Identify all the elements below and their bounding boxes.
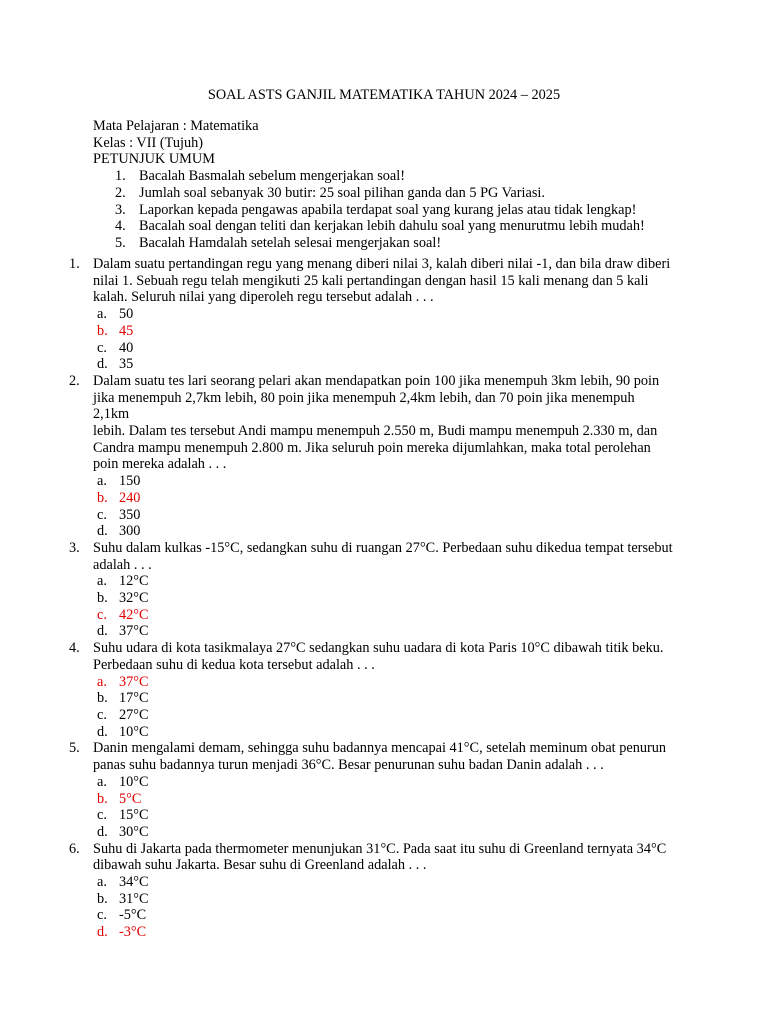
answer-option-correct	[93, 924, 673, 941]
option-letter: a.	[97, 473, 107, 490]
option-letter: c.	[97, 706, 107, 723]
option-text: 10°C	[119, 723, 149, 740]
instruction-text: Bacalah Basmalah sebelum mengerjakan soal!	[139, 168, 405, 185]
answer-option-correct	[93, 323, 673, 340]
answer-option	[93, 724, 673, 741]
instruction-text: Bacalah soal dengan teliti dan kerjakan lebih dahulu soal yang menurutmu lebih mudah!	[139, 218, 645, 235]
instruction-item	[93, 185, 693, 202]
option-letter: a.	[97, 673, 107, 690]
answer-option	[93, 340, 673, 357]
option-text: 37°C	[119, 673, 149, 690]
instruction-number: 3.	[115, 201, 126, 218]
instruction-number: 4.	[115, 218, 126, 235]
option-letter: c.	[97, 807, 107, 824]
option-letter: a.	[97, 573, 107, 590]
answer-option	[93, 306, 673, 323]
option-text: 240	[119, 489, 141, 506]
option-letter: d.	[97, 356, 108, 373]
option-text: 300	[119, 523, 141, 540]
instructions-list	[93, 168, 693, 252]
grade-line: Kelas : VII (Tujuh)	[93, 134, 204, 151]
question-item	[0, 256, 768, 373]
questions-list	[0, 256, 768, 941]
exam-header	[93, 118, 693, 252]
question-number: 5.	[69, 740, 80, 757]
option-text: 40	[119, 339, 134, 356]
option-letter: a.	[97, 773, 107, 790]
option-letter: b.	[97, 322, 108, 339]
option-text: 31°C	[119, 890, 149, 907]
question-number: 2.	[69, 372, 80, 389]
answer-option	[93, 590, 673, 607]
question-item	[0, 841, 768, 941]
question-text: Suhu dalam kulkas -15°C, sedangkan suhu di ruangan 27°C. Perbedaan suhu dikedua tempat tersebut adalah . . .	[93, 539, 673, 573]
question-number: 4.	[69, 640, 80, 657]
option-text: 34°C	[119, 874, 149, 891]
answer-option-correct	[93, 490, 673, 507]
option-text: 32°C	[119, 590, 149, 607]
option-text: 50	[119, 306, 134, 323]
answer-option	[93, 824, 673, 841]
answer-option-correct	[93, 607, 673, 624]
option-text: 27°C	[119, 706, 149, 723]
option-letter: c.	[97, 339, 107, 356]
instruction-text: Jumlah soal sebanyak 30 butir: 25 soal pilihan ganda dan 5 PG Variasi.	[139, 184, 545, 201]
answer-option	[93, 507, 673, 524]
answer-option	[93, 907, 673, 924]
option-letter: a.	[97, 874, 107, 891]
question-number: 1.	[69, 256, 80, 272]
question-item	[0, 740, 768, 840]
instruction-number: 1.	[115, 168, 126, 185]
answer-option	[93, 690, 673, 707]
question-item	[0, 540, 768, 640]
option-letter: b.	[97, 590, 108, 607]
question-number: 6.	[69, 840, 80, 857]
answer-option	[93, 891, 673, 908]
option-letter: b.	[97, 790, 108, 807]
option-letter: c.	[97, 606, 107, 623]
instruction-text: Laporkan kepada pengawas apabila terdapat soal yang kurang jelas atau tidak lengkap!	[139, 201, 637, 218]
question-text: Dalam suatu tes lari seorang pelari akan mendapatkan poin 100 jika menempuh 3km lebih, 90 poin jika menempuh 2,7km lebih, 80 poin jika menempuh 2,4km lebih, dan 70 poin jika menempuh 2,1km lebih. Dalam tes tersebut Andi mampu menempuh 2.550 m, Budi mampu menempuh 2.330 m, dan Candra mampu menempuh 2.800 m. Jika seluruh poin mereka dijumlahkan, maka total perolehan poin mereka adalah . . .	[93, 372, 660, 473]
option-text: 12°C	[119, 573, 149, 590]
answer-option	[93, 523, 673, 540]
option-letter: c.	[97, 506, 107, 523]
instructions-title: PETUNJUK UMUM	[93, 151, 215, 168]
option-text: 30°C	[119, 823, 149, 840]
option-letter: d.	[97, 823, 108, 840]
option-text: 42°C	[119, 606, 149, 623]
question-text: Suhu udara di kota tasikmalaya 27°C sedangkan suhu uadara di kota Paris 10°C dibawah titik beku. Perbedaan suhu di kedua kota tersebut adalah . . .	[93, 640, 664, 673]
instruction-item	[93, 235, 693, 252]
option-letter: b.	[97, 690, 108, 707]
option-text: 350	[119, 506, 141, 523]
instruction-text: Bacalah Hamdalah setelah selesai mengerjakan soal!	[139, 234, 442, 251]
option-letter: b.	[97, 890, 108, 907]
document-title: SOAL ASTS GANJIL MATEMATIKA TAHUN 2024 – 2025	[207, 87, 561, 103]
option-text: 5°C	[119, 790, 142, 807]
option-letter: d.	[97, 523, 108, 540]
option-letter: a.	[97, 306, 107, 323]
option-text: 15°C	[119, 807, 149, 824]
answer-option	[93, 573, 673, 590]
option-letter: c.	[97, 907, 107, 924]
subject-line: Mata Pelajaran : Matematika	[93, 118, 259, 134]
option-text: -3°C	[119, 924, 147, 941]
question-item	[0, 640, 768, 740]
instruction-item	[93, 218, 693, 235]
answer-option	[93, 707, 673, 724]
answer-option	[93, 874, 673, 891]
question-text: Dalam suatu pertandingan regu yang menang diberi nilai 3, kalah diberi nilai -1, dan bila draw diberi nilai 1. Sebuah regu telah mengikuti 25 kali pertandingan dengan hasil 15 kali menang dan 5 kali kalah. Seluruh nilai yang diperoleh regu tersebut adalah . . .	[93, 256, 671, 306]
question-item	[0, 373, 768, 540]
option-text: 10°C	[119, 773, 149, 790]
option-text: 150	[119, 473, 141, 490]
answer-option	[93, 774, 673, 791]
option-text: 35	[119, 356, 134, 373]
answer-option	[93, 623, 673, 640]
instruction-number: 5.	[115, 234, 126, 251]
option-text: 17°C	[119, 690, 149, 707]
question-number: 3.	[69, 539, 80, 556]
question-text: Danin mengalami demam, sehingga suhu badannya mencapai 41°C, setelah meminum obat penurun panas suhu badannya turun menjadi 36°C. Besar penurunan suhu badan Danin adalah . . .	[93, 740, 667, 774]
answer-option	[93, 807, 673, 824]
question-text: Suhu di Jakarta pada thermometer menunjukan 31°C. Pada saat itu suhu di Greenland ternyata 34°C dibawah suhu Jakarta. Besar suhu di Greenland adalah . . .	[93, 840, 667, 874]
answer-option-correct	[93, 791, 673, 808]
option-letter: d.	[97, 924, 108, 941]
option-letter: d.	[97, 723, 108, 740]
answer-option	[93, 356, 673, 373]
answer-option-correct	[93, 674, 673, 691]
instruction-item	[93, 168, 693, 185]
instruction-item	[93, 202, 693, 219]
option-text: 45	[119, 322, 134, 339]
instruction-number: 2.	[115, 184, 126, 201]
option-text: -5°C	[119, 907, 147, 924]
answer-option	[93, 473, 673, 490]
option-letter: d.	[97, 623, 108, 640]
option-letter: b.	[97, 489, 108, 506]
option-text: 37°C	[119, 623, 149, 640]
